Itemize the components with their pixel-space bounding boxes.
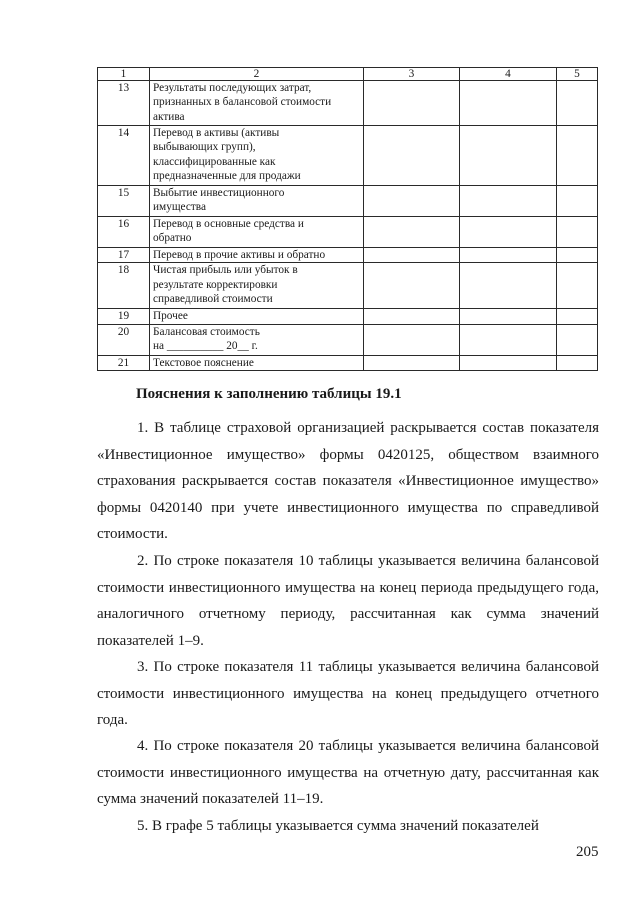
table-row bbox=[98, 324, 598, 355]
column-header: 2 bbox=[150, 68, 364, 81]
row-number: 19 bbox=[98, 309, 150, 324]
row-label: Результаты последующих затрат, признанных в балансовой стоимости актива bbox=[150, 81, 364, 126]
value-cell bbox=[557, 81, 598, 126]
row-label: Перевод в прочие активы и обратно bbox=[150, 248, 364, 263]
row-label: Балансовая стоимость на __________ 20__ г. bbox=[150, 324, 364, 355]
value-cell bbox=[460, 126, 557, 186]
table-row bbox=[98, 309, 598, 324]
value-cell bbox=[557, 324, 598, 355]
row-number: 21 bbox=[98, 355, 150, 370]
value-cell bbox=[557, 309, 598, 324]
row-number: 18 bbox=[98, 263, 150, 309]
row-label: Чистая прибыль или убыток в результате корректировки справедливой стоимости bbox=[150, 263, 364, 309]
paragraph: 5. В графе 5 таблицы указывается сумма значений показателей bbox=[137, 818, 539, 834]
paragraph: 4. По строке показателя 20 таблицы указывается величина балансовой стоимости инвестиционного имущества на отчетную дату, рассчитанная как сумма значений показателей 11–19. bbox=[97, 738, 599, 808]
investment-property-table bbox=[97, 67, 598, 371]
value-cell bbox=[364, 263, 460, 309]
section-heading: Пояснения к заполнению таблицы 19.1 bbox=[136, 386, 402, 402]
row-number: 15 bbox=[98, 186, 150, 217]
value-cell bbox=[364, 186, 460, 217]
value-cell bbox=[460, 186, 557, 217]
value-cell bbox=[460, 324, 557, 355]
value-cell bbox=[460, 217, 557, 248]
row-number: 20 bbox=[98, 324, 150, 355]
row-label: Прочее bbox=[150, 309, 364, 324]
value-cell bbox=[364, 248, 460, 263]
value-cell bbox=[460, 263, 557, 309]
row-label: Выбытие инвестиционного имущества bbox=[150, 186, 364, 217]
page-number: 205 bbox=[576, 844, 599, 860]
column-header: 4 bbox=[460, 68, 557, 81]
table-row bbox=[98, 81, 598, 126]
value-cell bbox=[364, 324, 460, 355]
value-cell bbox=[557, 186, 598, 217]
row-label: Перевод в основные средства и обратно bbox=[150, 217, 364, 248]
row-number: 13 bbox=[98, 81, 150, 126]
table-row bbox=[98, 126, 598, 186]
value-cell bbox=[460, 81, 557, 126]
row-label: Текстовое пояснение bbox=[150, 355, 364, 370]
value-cell bbox=[460, 355, 557, 370]
value-cell bbox=[364, 217, 460, 248]
table-row bbox=[98, 355, 598, 370]
paragraph: 3. По строке показателя 11 таблицы указывается величина балансовой стоимости инвестиционного имущества на конец предыдущего отчетного года. bbox=[97, 659, 599, 729]
value-cell bbox=[460, 248, 557, 263]
value-cell bbox=[557, 263, 598, 309]
column-header: 5 bbox=[557, 68, 598, 81]
table-row bbox=[98, 263, 598, 309]
value-cell bbox=[364, 81, 460, 126]
value-cell bbox=[364, 355, 460, 370]
value-cell bbox=[557, 126, 598, 186]
table-row bbox=[98, 217, 598, 248]
row-label: Перевод в активы (активы выбывающих групп), классифицированные как предназначенные для продажи bbox=[150, 126, 364, 186]
table-header-row bbox=[98, 68, 598, 81]
value-cell bbox=[364, 126, 460, 186]
column-header: 3 bbox=[364, 68, 460, 81]
column-header: 1 bbox=[98, 68, 150, 81]
table-row bbox=[98, 248, 598, 263]
value-cell bbox=[460, 309, 557, 324]
value-cell bbox=[557, 355, 598, 370]
row-number: 16 bbox=[98, 217, 150, 248]
row-number: 17 bbox=[98, 248, 150, 263]
value-cell bbox=[557, 248, 598, 263]
paragraph: 1. В таблице страховой организацией раскрывается состав показателя «Инвестиционное имущество» формы 0420125, обществом взаимного страхования раскрывается состав показателя «Инвестиционное имущество» формы 0420140 при учете инвестиционного имущества по справедливой стоимости. bbox=[97, 420, 599, 543]
paragraph: 2. По строке показателя 10 таблицы указывается величина балансовой стоимости инвестиционного имущества на конец периода предыдущего года, аналогичного отчетному периоду, рассчитанная как сумма значений показателей 1–9. bbox=[97, 553, 599, 649]
row-number: 14 bbox=[98, 126, 150, 186]
table-row bbox=[98, 186, 598, 217]
value-cell bbox=[557, 217, 598, 248]
value-cell bbox=[364, 309, 460, 324]
